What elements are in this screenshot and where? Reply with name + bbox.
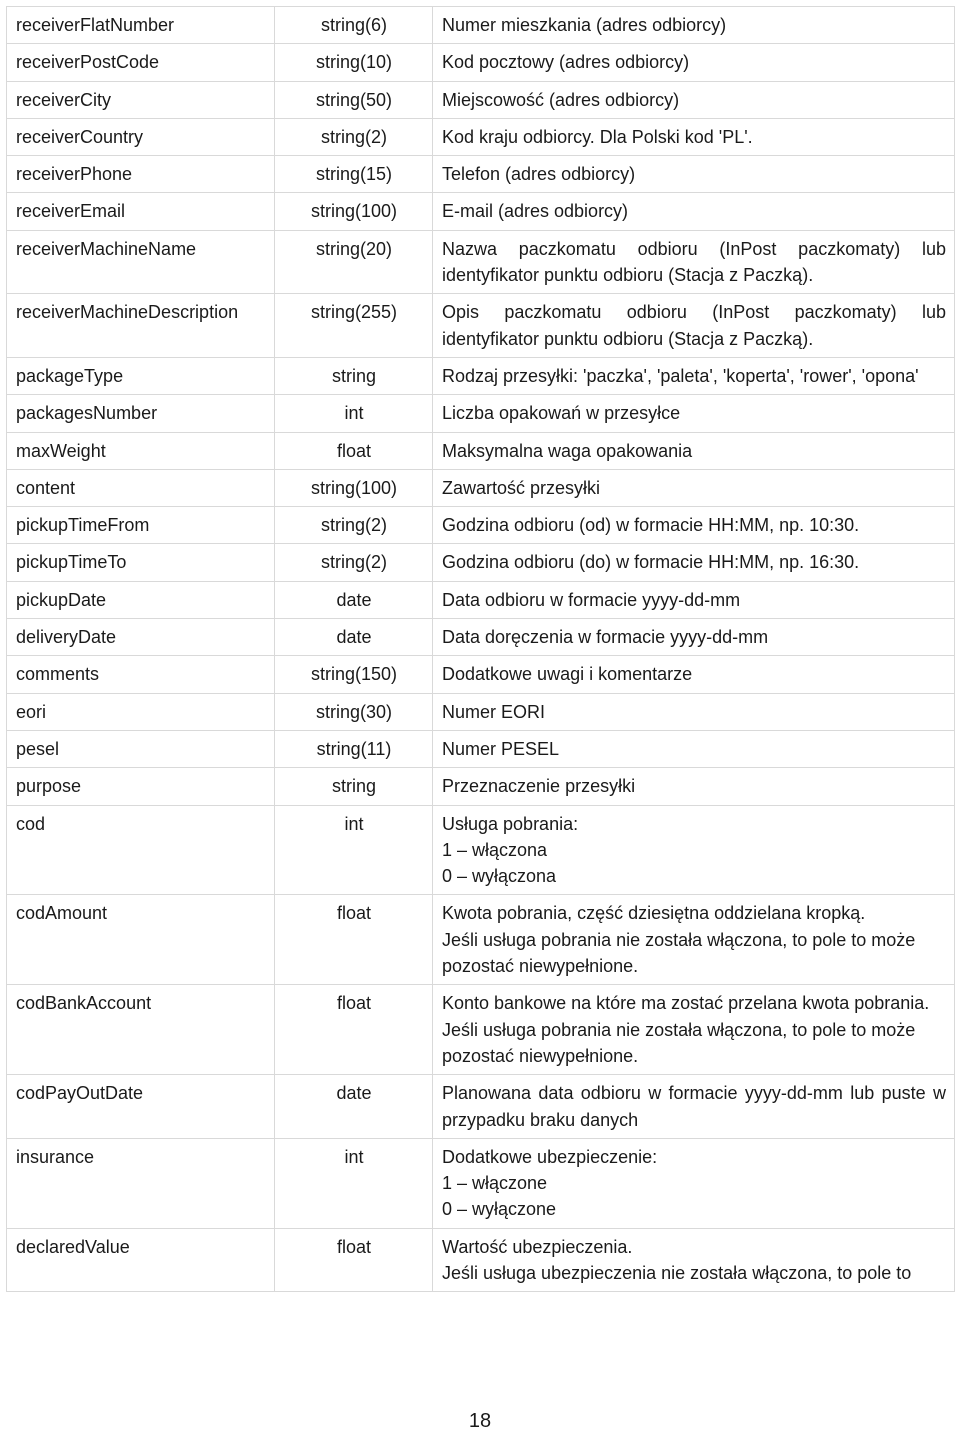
table-row xyxy=(7,768,955,805)
description-line: Liczba opakowań w przesyłce xyxy=(442,403,681,424)
field-type-cell: string(20) xyxy=(275,230,433,294)
field-type-cell: float xyxy=(275,432,433,469)
description-line: Kod kraju odbiorcy. Dla Polski kod 'PL'. xyxy=(442,126,753,147)
field-type-cell: string(2) xyxy=(275,544,433,581)
field-type-cell: float xyxy=(275,1228,433,1292)
field-description-cell xyxy=(433,895,955,985)
table-row xyxy=(7,895,955,985)
field-name-cell: pickupDate xyxy=(7,581,275,618)
description-line: Telefon (adres odbiorcy) xyxy=(442,164,636,185)
table-row xyxy=(7,693,955,730)
field-type-cell: date xyxy=(275,619,433,656)
table-row xyxy=(7,619,955,656)
field-type-cell: string xyxy=(275,768,433,805)
description-line: Godzina odbioru (do) w formacie HH:MM, np. 16:30. xyxy=(442,552,860,573)
description-line: Maksymalna waga opakowania xyxy=(442,440,693,461)
field-type-cell: string(15) xyxy=(275,156,433,193)
table-row xyxy=(7,805,955,895)
field-name-cell: receiverFlatNumber xyxy=(7,7,275,44)
description-line: Kod pocztowy (adres odbiorcy) xyxy=(442,52,690,73)
description-line: Nazwa paczkomatu odbioru (InPost paczkomaty) lub identyfikator punktu odbioru (Stacja z Paczką). xyxy=(442,238,946,286)
description-line: Przeznaczenie przesyłki xyxy=(442,776,636,797)
table-row xyxy=(7,7,955,44)
field-name-cell: packagesNumber xyxy=(7,395,275,432)
field-type-cell: string(150) xyxy=(275,656,433,693)
description-line: Usługa pobrania: xyxy=(442,813,579,834)
table-row xyxy=(7,1138,955,1228)
description-line: Wartość ubezpieczenia. xyxy=(442,1236,633,1257)
field-name-cell: pickupTimeTo xyxy=(7,544,275,581)
description-line: E-mail (adres odbiorcy) xyxy=(442,201,629,222)
field-spec-table-body xyxy=(7,7,955,1292)
field-type-cell: string(11) xyxy=(275,730,433,767)
table-row xyxy=(7,656,955,693)
table-row xyxy=(7,1228,955,1292)
description-line: Miejscowość (adres odbiorcy) xyxy=(442,89,680,110)
field-description-cell xyxy=(433,507,955,544)
field-name-cell: receiverMachineName xyxy=(7,230,275,294)
field-name-cell: declaredValue xyxy=(7,1228,275,1292)
field-name-cell: receiverCountry xyxy=(7,118,275,155)
field-description-cell xyxy=(433,1075,955,1139)
field-type-cell: string(100) xyxy=(275,469,433,506)
table-row xyxy=(7,432,955,469)
field-description-cell xyxy=(433,118,955,155)
field-name-cell: codBankAccount xyxy=(7,985,275,1075)
field-description-cell xyxy=(433,7,955,44)
field-description-cell xyxy=(433,581,955,618)
field-description-cell xyxy=(433,693,955,730)
field-name-cell: codAmount xyxy=(7,895,275,985)
field-description-cell xyxy=(433,44,955,81)
field-type-cell: string(2) xyxy=(275,507,433,544)
description-line: Numer mieszkania (adres odbiorcy) xyxy=(442,15,727,35)
field-name-cell: packageType xyxy=(7,357,275,394)
field-description-cell xyxy=(433,193,955,230)
table-row xyxy=(7,357,955,394)
field-type-cell: string(30) xyxy=(275,693,433,730)
description-line: Konto bankowe na które ma zostać przelana kwota pobrania. xyxy=(442,993,930,1014)
table-row xyxy=(7,193,955,230)
field-description-cell xyxy=(433,432,955,469)
field-type-cell: string xyxy=(275,357,433,394)
field-description-cell xyxy=(433,357,955,394)
field-description-cell xyxy=(433,768,955,805)
field-description-cell xyxy=(433,156,955,193)
field-name-cell: receiverEmail xyxy=(7,193,275,230)
table-row xyxy=(7,44,955,81)
table-row xyxy=(7,730,955,767)
description-line: Dodatkowe ubezpieczenie: xyxy=(442,1146,658,1167)
table-row xyxy=(7,118,955,155)
field-name-cell: pickupTimeFrom xyxy=(7,507,275,544)
table-row xyxy=(7,230,955,294)
table-row xyxy=(7,581,955,618)
field-spec-table xyxy=(6,6,955,1292)
description-line: Kwota pobrania, część dziesiętna oddzielana kropką. xyxy=(442,903,866,924)
field-description-cell xyxy=(433,81,955,118)
description-line: Jeśli usługa ubezpieczenia nie została włączona, to pole to xyxy=(442,1262,912,1283)
field-name-cell: codPayOutDate xyxy=(7,1075,275,1139)
field-description-cell xyxy=(433,469,955,506)
table-row xyxy=(7,395,955,432)
description-line: 0 – wyłączone xyxy=(442,1199,557,1220)
field-type-cell: string(6) xyxy=(275,7,433,44)
description-line: Planowana data odbioru w formacie yyyy-dd-mm lub puste w przypadku braku danych xyxy=(442,1083,946,1130)
field-type-cell: string(100) xyxy=(275,193,433,230)
description-line: Data odbioru w formacie yyyy-dd-mm xyxy=(442,589,741,610)
field-name-cell: eori xyxy=(7,693,275,730)
field-name-cell: receiverCity xyxy=(7,81,275,118)
description-line: Jeśli usługa pobrania nie została włączona, to pole to może pozostać niewypełnione. xyxy=(442,929,916,977)
field-name-cell: receiverMachineDescription xyxy=(7,294,275,358)
description-line: 1 – włączone xyxy=(442,1173,548,1194)
description-line: 0 – wyłączona xyxy=(442,866,557,887)
field-type-cell: string(50) xyxy=(275,81,433,118)
field-description-cell xyxy=(433,985,955,1075)
field-name-cell: maxWeight xyxy=(7,432,275,469)
description-line: Dodatkowe uwagi i komentarze xyxy=(442,664,693,685)
description-line: Godzina odbioru (od) w formacie HH:MM, np. 10:30. xyxy=(442,515,860,536)
table-row xyxy=(7,469,955,506)
field-name-cell: purpose xyxy=(7,768,275,805)
field-name-cell: comments xyxy=(7,656,275,693)
field-description-cell xyxy=(433,1138,955,1228)
field-name-cell: receiverPostCode xyxy=(7,44,275,81)
description-line: Numer EORI xyxy=(442,701,546,722)
field-name-cell: cod xyxy=(7,805,275,895)
table-row xyxy=(7,1075,955,1139)
table-row xyxy=(7,81,955,118)
description-line: Opis paczkomatu odbioru (InPost paczkomaty) lub identyfikator punktu odbioru (Stacja z Paczką). xyxy=(442,302,946,349)
field-name-cell: insurance xyxy=(7,1138,275,1228)
table-row xyxy=(7,294,955,358)
field-description-cell xyxy=(433,395,955,432)
field-type-cell: int xyxy=(275,1138,433,1228)
field-description-cell xyxy=(433,1228,955,1292)
table-row xyxy=(7,985,955,1075)
table-row xyxy=(7,156,955,193)
field-description-cell xyxy=(433,294,955,358)
field-name-cell: content xyxy=(7,469,275,506)
field-type-cell: float xyxy=(275,895,433,985)
field-type-cell: float xyxy=(275,985,433,1075)
field-description-cell xyxy=(433,730,955,767)
field-name-cell: receiverPhone xyxy=(7,156,275,193)
field-type-cell: string(255) xyxy=(275,294,433,358)
field-type-cell: date xyxy=(275,581,433,618)
description-line: Data doręczenia w formacie yyyy-dd-mm xyxy=(442,627,769,648)
field-type-cell: string(10) xyxy=(275,44,433,81)
table-row xyxy=(7,544,955,581)
table-row xyxy=(7,507,955,544)
page-number: 18 xyxy=(468,1410,492,1432)
description-line: Zawartość przesyłki xyxy=(442,477,601,498)
description-line: Numer PESEL xyxy=(442,738,560,759)
field-description-cell xyxy=(433,656,955,693)
field-name-cell: pesel xyxy=(7,730,275,767)
description-line: Rodzaj przesyłki: 'paczka', 'paleta', 'koperta', 'rower', 'opona' xyxy=(442,365,919,386)
description-line: Jeśli usługa pobrania nie została włączona, to pole to może pozostać niewypełnione. xyxy=(442,1019,916,1066)
field-name-cell: deliveryDate xyxy=(7,619,275,656)
field-type-cell: int xyxy=(275,805,433,895)
field-description-cell xyxy=(433,230,955,294)
description-line: 1 – włączona xyxy=(442,839,548,860)
field-type-cell: string(2) xyxy=(275,118,433,155)
field-type-cell: date xyxy=(275,1075,433,1139)
field-description-cell xyxy=(433,805,955,895)
field-description-cell xyxy=(433,619,955,656)
field-type-cell: int xyxy=(275,395,433,432)
field-description-cell xyxy=(433,544,955,581)
